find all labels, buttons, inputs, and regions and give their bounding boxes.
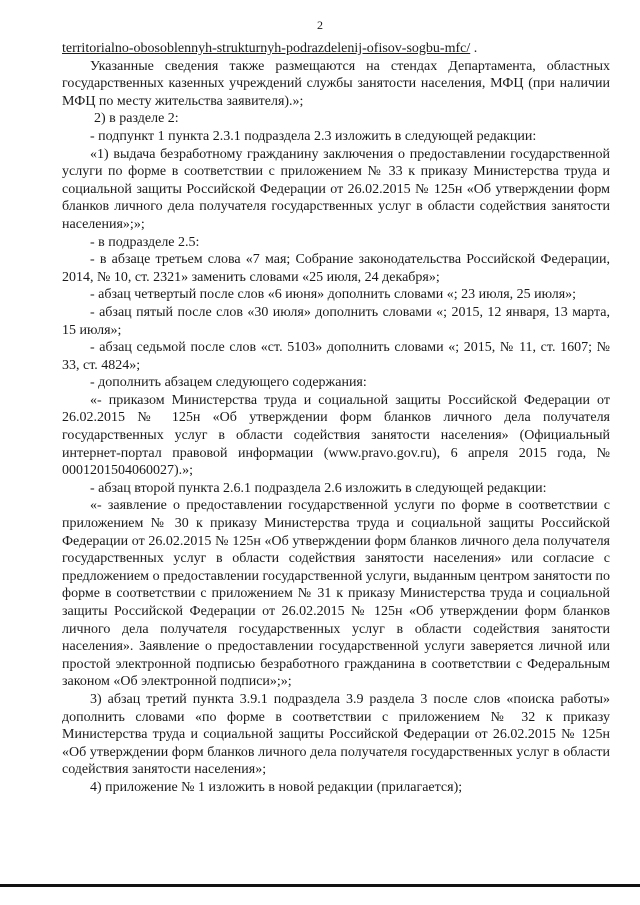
paragraph-abzac-7: - абзац седьмой после слов «ст. 5103» дополнить словами «; 2015, № 11, ст. 1607; № 33, ст. 4824»;	[62, 340, 610, 373]
paragraph-item-3: 3) абзац третий пункта 3.9.1 подраздела 3.9 раздела 3 после слов «поиска работы» дополнить словами «по форме в соответствии с приложением № 32 к приказу Министерства труда и социальной защиты Российской Федерации от 26.02.2015 № 125н «Об утверждении форм бланков личного дела получателя государственных услуг в области содействия занятости населения»;	[62, 691, 610, 778]
document-body	[62, 40, 610, 797]
url-suffix: .	[470, 41, 478, 56]
paragraph-zayavlenie-quote: «- заявление о предоставлении государственной услуги по форме в соответствии с приложением № 30 к приказу Министерства труда и социальной защиты Российской Федерации от 26.02.2015 № 125н «Об утверждении форм бланков личного дела получателя государственных услуг в области содействия занятости населения» или согласие с предложением о предоставлении государственной услуги, выданным центром занятости по форме в соответствии с приложением № 31 к приказу Министерства труда и социальной защиты Российской Федерации от 26.02.2015 № 125н «Об утверждении форм бланков личного дела получателя государственных услуг в области содействия занятости населения». Заявление о предоставлении государственной услуги заверяется личной или простой электронной подписью безработного гражданина в соответствии с Федеральным законом «Об электронной подписи»;»;	[62, 498, 610, 690]
url-link[interactable]: territorialno-obosoblennyh-strukturnyh-podrazdelenij-ofisov-sogbu-mfc/	[62, 41, 471, 56]
paragraph-abzac-3: - в абзаце третьем слова «7 мая; Собрание законодательства Российской Федерации, 2014, № 10, ст. 2321» заменить словами «25 июля, 24 декабря»;	[62, 252, 610, 285]
paragraph-section-2: 2) в разделе 2:	[94, 111, 179, 127]
paragraph-subitem-2-3-1: - подпункт 1 пункта 2.3.1 подраздела 2.3 изложить в следующей редакции:	[90, 128, 537, 144]
paragraph-info-stands: Указанные сведения также размещаются на стендах Департамента, областных государственных казенных учреждений службы занятости населения, МФЦ (при наличии МФЦ по месту жительства заявителя).»;	[62, 58, 610, 109]
paragraph-abzac-4: - абзац четвертый после слов «6 июня» дополнить словами «; 23 июля, 25 июля»;	[90, 287, 577, 303]
paragraph-new-wording-1: «1) выдача безработному гражданину заключения о предоставлении государственной услуги по форме в соответствии с приложением № 33 к приказу Министерства труда и социальной защиты Российской Федерации от 26.02.2015 № 125н «Об утверждении форм бланков личного дела получателя государственных услуг в области содействия занятости населения»;»;	[62, 146, 610, 232]
url-paragraph	[62, 40, 610, 58]
paragraph-abzac-5: - абзац пятый после слов «30 июля» дополнить словами «; 2015, 12 января, 13 марта, 15 июля»;	[62, 304, 610, 338]
paragraph-2-6-1: - абзац второй пункта 2.6.1 подраздела 2.6 изложить в следующей редакции:	[90, 480, 547, 496]
paragraph-prikaz-quote: «- приказом Министерства труда и социальной защиты Российской Федерации от 26.02.2015 № 125н «Об утверждении форм бланков личного дела получателя государственных услуг в области содействия занятости населения» (Официальный интернет-портал правовой информации (www.pravo.gov.ru), 6 апреля 2015 года, № 0001201504060027).»;	[62, 392, 610, 479]
paragraph-add-abzac: - дополнить абзацем следующего содержания:	[90, 375, 367, 391]
paragraph-subsection-2-5: - в подразделе 2.5:	[90, 234, 200, 250]
paragraph-item-4: 4) приложение № 1 изложить в новой редакции (прилагается);	[90, 779, 463, 795]
page-number: 2	[317, 18, 323, 32]
footer-rule	[0, 884, 640, 887]
